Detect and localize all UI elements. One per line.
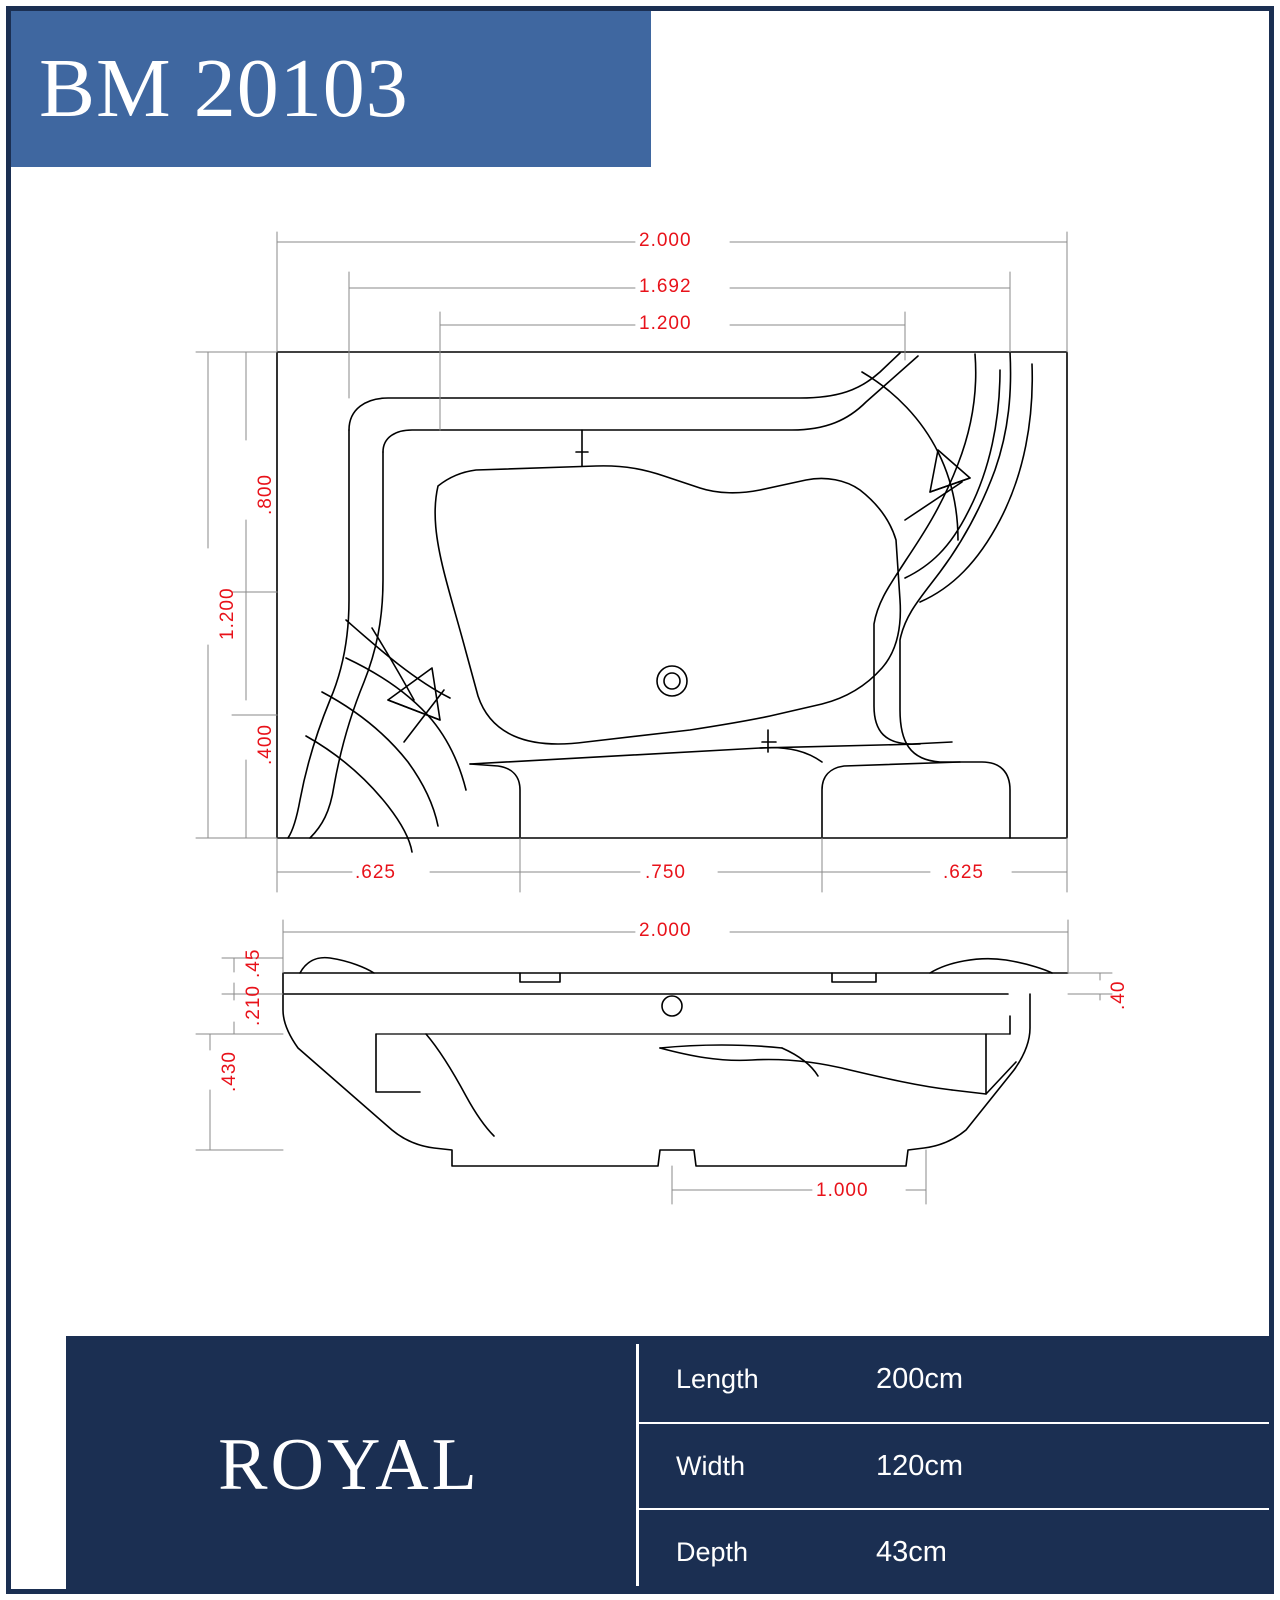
spec-label: Length: [676, 1363, 759, 1394]
section-dim-water-depth: .210: [243, 985, 264, 1026]
spec-value: 43cm: [876, 1535, 947, 1568]
plan-dim-bottom-center: .750: [645, 862, 686, 883]
plan-dim-lower-height: .400: [255, 724, 276, 765]
plan-dim-inner-width-1: 1.692: [639, 276, 692, 297]
section-dim-rim-height: .45: [243, 948, 264, 978]
bottom-info-band: [66, 1336, 1269, 1594]
plan-dim-bottom-left: .625: [355, 862, 396, 883]
section-dim-total-depth: .430: [219, 1051, 240, 1092]
plan-dim-inner-width-2: 1.200: [639, 313, 692, 334]
spec-value: 200cm: [876, 1362, 964, 1395]
spec-row: [636, 1508, 1269, 1594]
model-code: BM 20103: [39, 42, 409, 135]
plan-dim-upper-height: .800: [255, 474, 276, 515]
title-block: [11, 11, 651, 167]
section-dim-overall-width: 2.000: [639, 920, 692, 941]
spec-row: [636, 1422, 1269, 1508]
spec-label: Depth: [676, 1536, 749, 1567]
brand-name: ROYAL: [218, 1423, 480, 1506]
spec-row: [636, 1336, 1269, 1422]
spec-table: [636, 1336, 1269, 1594]
plan-dim-overall-width: 2.000: [639, 230, 692, 251]
spec-value: 120cm: [876, 1449, 964, 1482]
spec-label: Width: [676, 1450, 746, 1481]
section-dim-right-edge: .40: [1108, 980, 1129, 1010]
plan-dim-overall-height: 1.200: [217, 587, 238, 640]
section-dim-base-width: 1.000: [816, 1180, 869, 1201]
plan-dim-bottom-right: .625: [943, 862, 984, 883]
